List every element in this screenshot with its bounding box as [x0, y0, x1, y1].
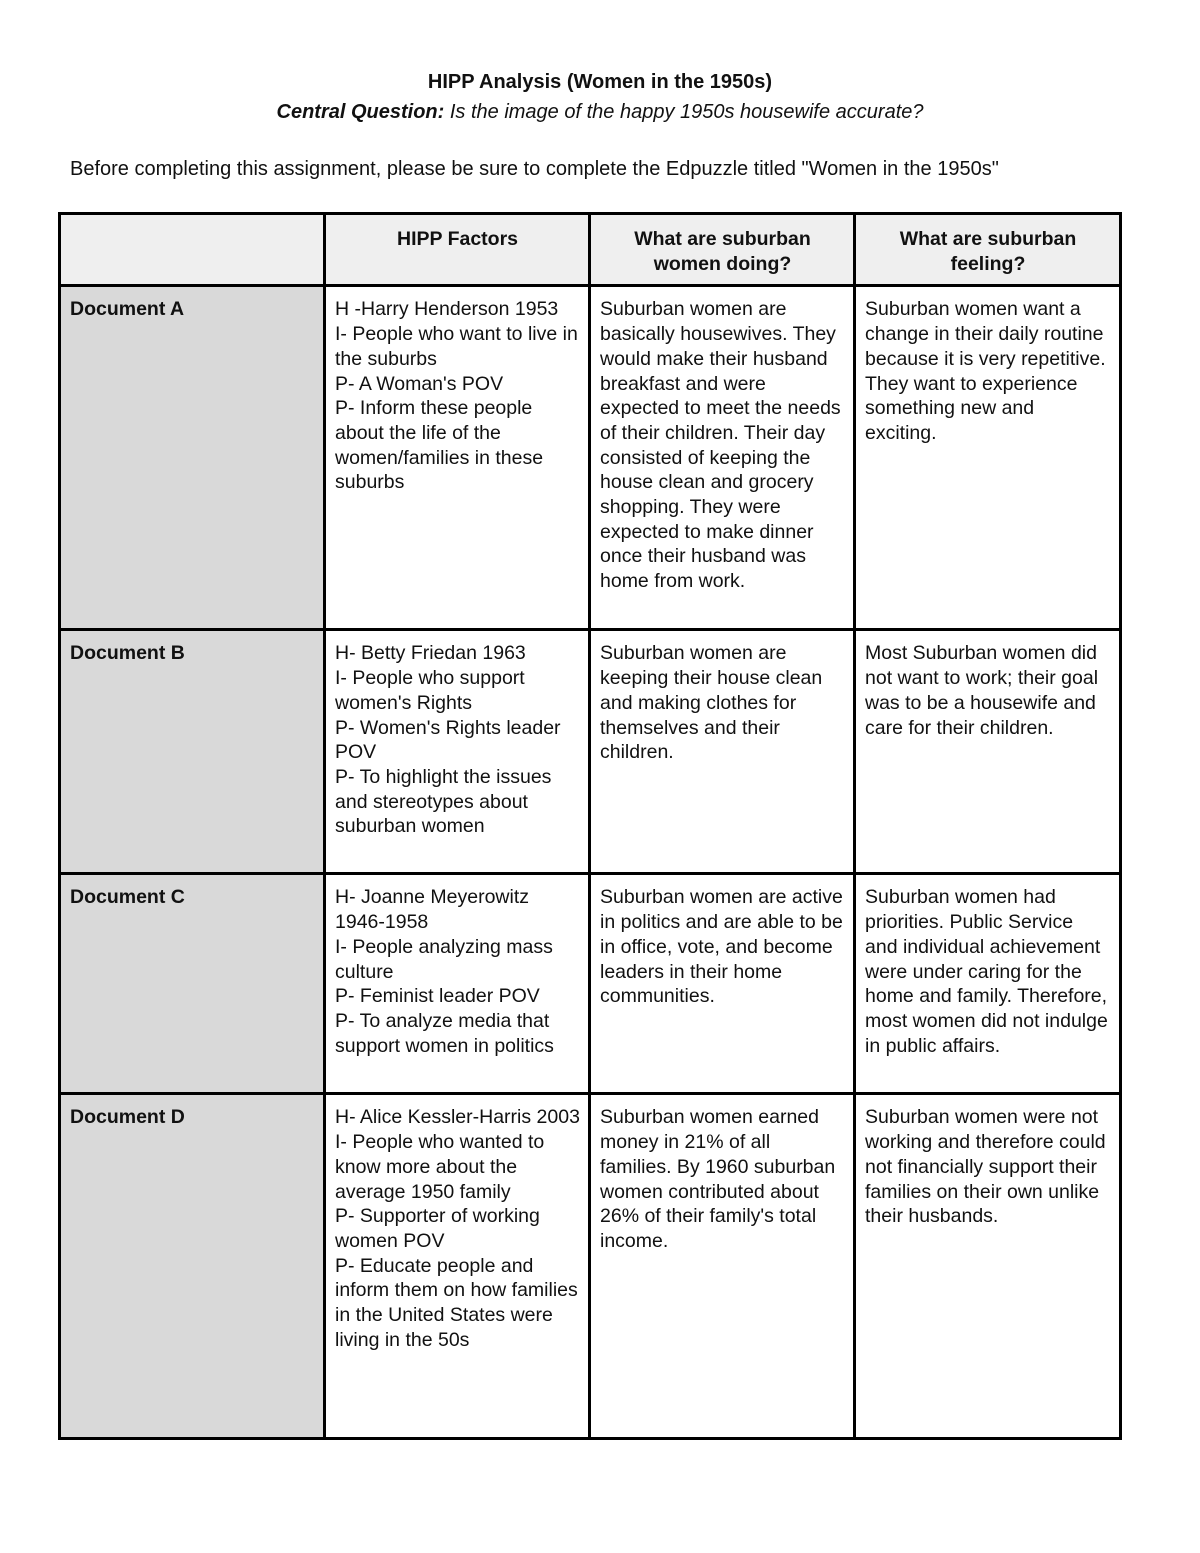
hipp-purpose: P- Educate people and inform them on how families in the United States were living in the 50s — [335, 1254, 578, 1351]
hipp-purpose: P- To highlight the issues and stereotypes about suburban women — [335, 765, 552, 838]
central-question — [0, 100, 1200, 124]
table-row — [60, 1094, 1121, 1439]
hipp-factors-cell — [325, 286, 590, 630]
hipp-intended-audience: I- People who want to live in the suburbs — [335, 323, 578, 370]
hipp-point-of-view: P- Supporter of working women POV — [335, 1205, 540, 1252]
women-doing-cell: Suburban women are keeping their house clean and making clothes for themselves and their children. — [590, 630, 855, 874]
hipp-point-of-view: P- Women's Rights leader POV — [335, 716, 561, 764]
hipp-purpose: P- Inform these people about the life of the women/families in these suburbs — [335, 397, 544, 494]
document-label: Document A — [60, 286, 325, 630]
hipp-point-of-view: P- A Woman's POV — [335, 372, 504, 395]
table-row — [60, 874, 1121, 1094]
women-doing-cell: Suburban women earned money in 21% of all families. By 1960 suburban women contributed about 26% of their family's total income. — [590, 1094, 855, 1439]
hipp-intended-audience: I- People who wanted to know more about the average 1950 family — [335, 1131, 545, 1203]
hipp-factors-cell — [325, 874, 590, 1094]
document-label: Document D — [60, 1094, 325, 1439]
document-label: Document C — [60, 874, 325, 1094]
header-women-doing: What are suburban women doing? — [590, 214, 855, 286]
table-header-row — [60, 214, 1121, 286]
hipp-historical-context: H- Betty Friedan 1963 — [335, 642, 526, 665]
page-title: HIPP Analysis (Women in the 1950s) — [427, 71, 773, 93]
hipp-point-of-view: P- Feminist leader POV — [335, 985, 540, 1008]
hipp-factors-cell — [325, 630, 590, 874]
hipp-intended-audience: I- People who support women's Rights — [335, 667, 525, 714]
women-feeling-cell: Suburban women want a change in their daily routine because it is very repetitive. They want to experience something new and exciting. — [855, 286, 1121, 630]
header-corner-cell — [60, 214, 325, 286]
hipp-historical-context: H- Alice Kessler-Harris 2003 — [335, 1106, 580, 1129]
women-doing-cell: Suburban women are active in politics and are able to be in office, vote, and become leaders in their home communities. — [590, 874, 855, 1094]
central-question-text: Is the image of the happy 1950s housewife accurate? — [444, 101, 924, 123]
table-row — [60, 630, 1121, 874]
table-row — [60, 286, 1121, 630]
header-hipp-factors: HIPP Factors — [325, 214, 590, 286]
hipp-historical-context: H- Joanne Meyerowitz 1946-1958 — [335, 886, 529, 934]
header-women-feeling: What are suburban feeling? — [855, 214, 1121, 286]
intro-text: Before completing this assignment, please be sure to complete the Edpuzzle titled "Women in the 1950s" — [70, 158, 999, 180]
women-feeling-cell: Most Suburban women did not want to work; their goal was to be a housewife and care for their children. — [855, 630, 1121, 874]
hipp-intended-audience: I- People analyzing mass culture — [335, 935, 553, 983]
hipp-factors-cell — [325, 1094, 590, 1439]
hipp-historical-context: H -Harry Henderson 1953 — [335, 298, 559, 321]
women-feeling-cell: Suburban women were not working and therefore could not financially support their families on their own unlike their husbands. — [855, 1094, 1121, 1439]
central-question-label: Central Question: — [276, 101, 445, 123]
women-doing-cell: Suburban women are basically housewives. They would make their husband breakfast and were expected to meet the needs of their children. Their day consisted of keeping the house clean and grocery shopping. They were expected to make dinner once their husband was home from work. — [590, 286, 855, 630]
document-label: Document B — [60, 630, 325, 874]
hipp-table — [58, 212, 1122, 1440]
hipp-purpose: P- To analyze media that support women in politics — [335, 1009, 554, 1057]
women-feeling-cell: Suburban women had priorities. Public Service and individual achievement were under caring for the home and family. Therefore, most women did not indulge in public affairs. — [855, 874, 1121, 1094]
